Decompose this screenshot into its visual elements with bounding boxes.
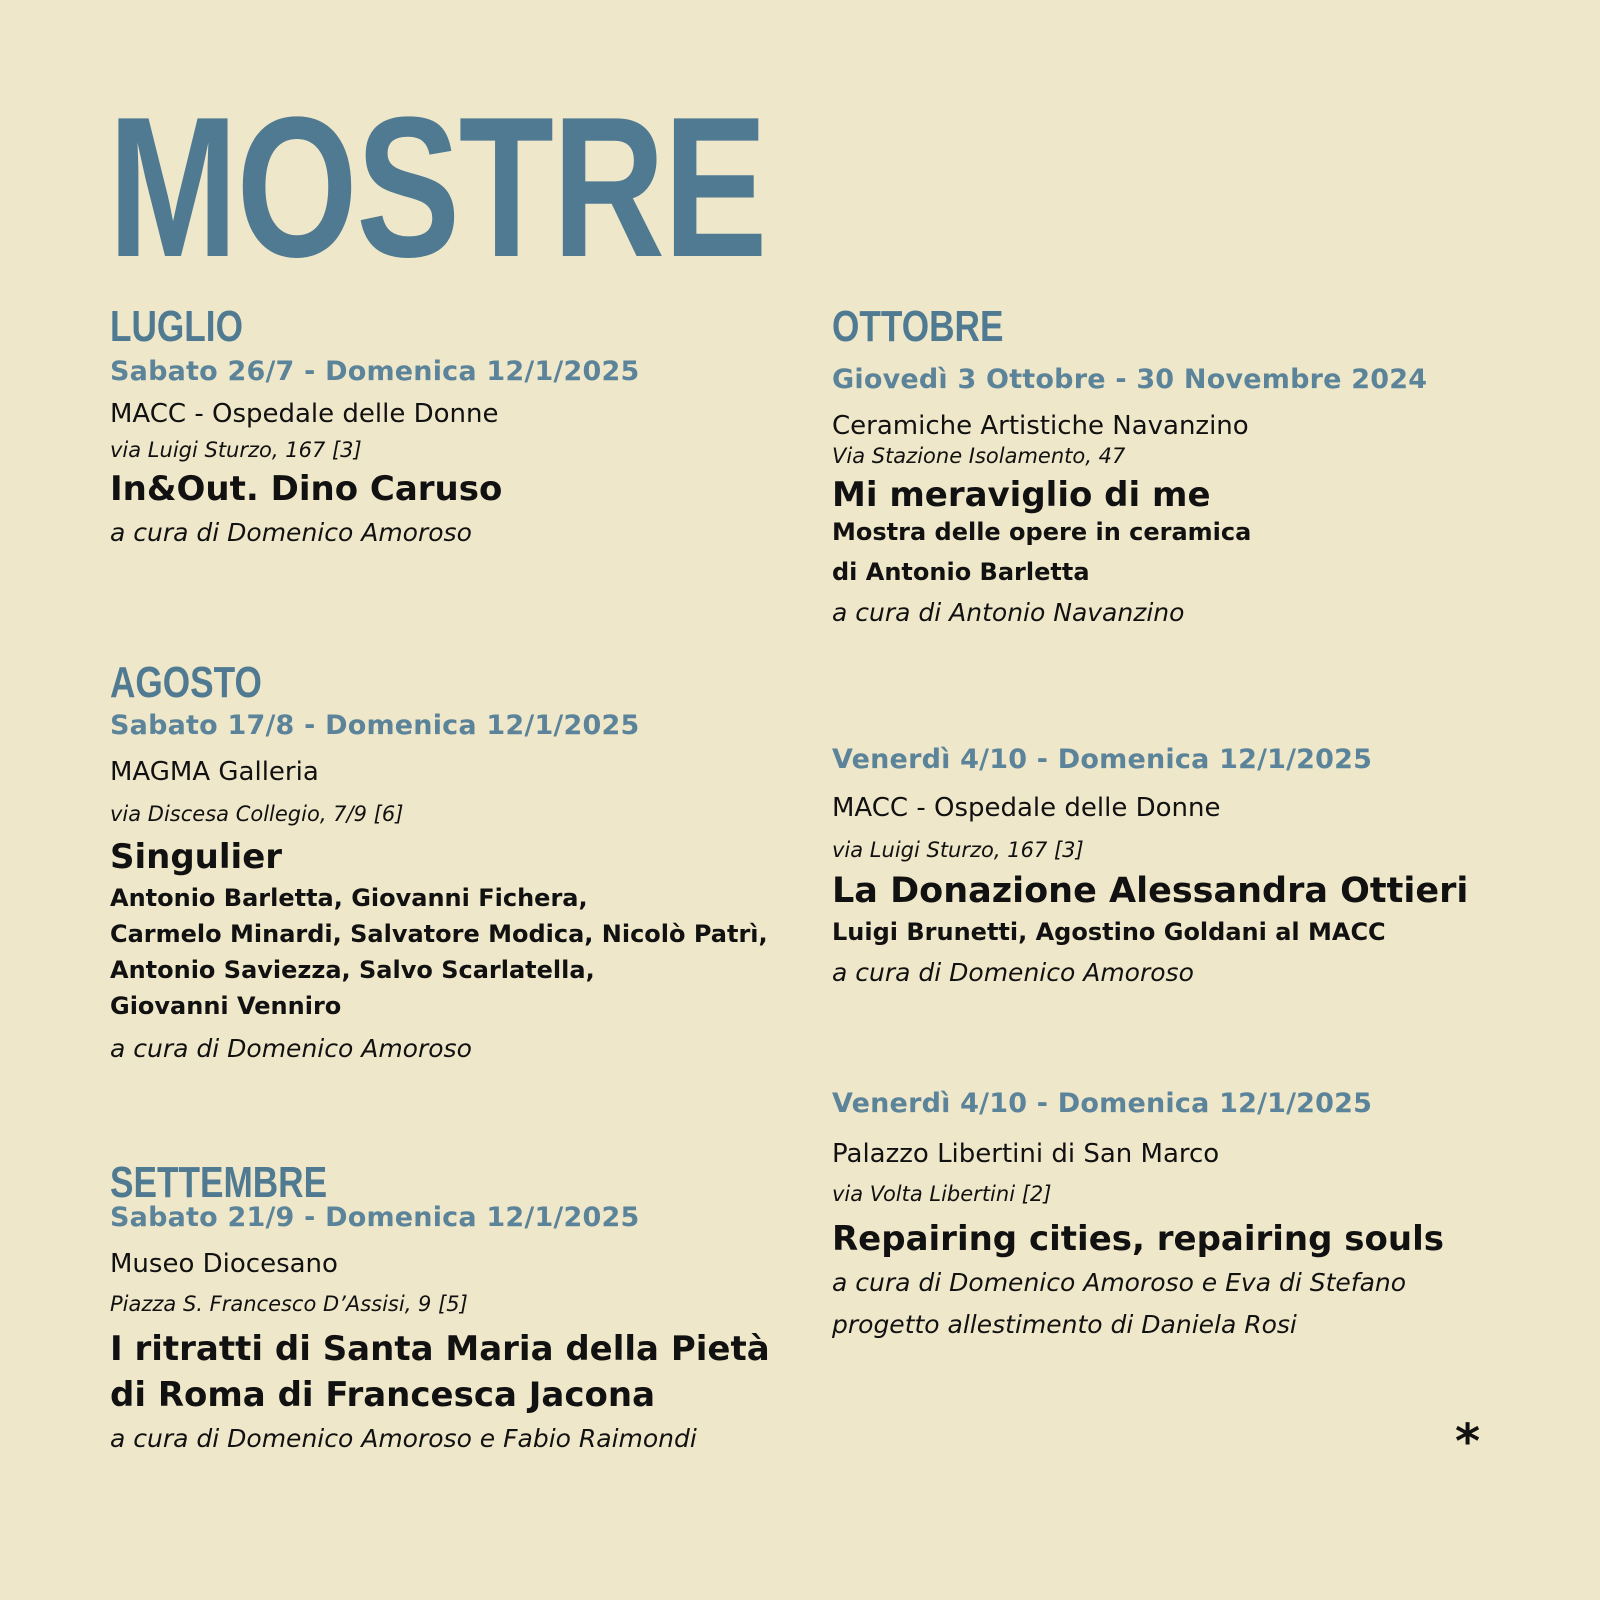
event-subtitle: Luigi Brunetti, Agostino Goldani al MACC xyxy=(832,918,1386,946)
event-dates: Sabato 17/8 - Domenica 12/1/2025 xyxy=(110,710,640,741)
event-artists: Carmelo Minardi, Salvatore Modica, Nicolò Patrì, xyxy=(110,920,768,948)
event-curator: progetto allestimento di Daniela Rosi xyxy=(832,1310,1297,1339)
event-curator: a cura di Domenico Amoroso xyxy=(832,958,1194,987)
event-block xyxy=(832,742,1532,994)
asterisk-mark: * xyxy=(1455,1414,1481,1470)
event-address: Via Stazione Isolamento, 47 xyxy=(832,444,1126,468)
event-artists: Giovanni Vennirо xyxy=(110,992,342,1020)
event-artists: Antonio Barletta, Giovanni Fichera, xyxy=(110,884,588,912)
event-curator: a cura di Antonio Navanzino xyxy=(832,598,1185,627)
event-venue: MACC - Ospedale delle Donne xyxy=(832,793,1221,823)
event-dates: Venerdì 4/10 - Domenica 12/1/2025 xyxy=(832,744,1373,775)
event-title: di Roma di Francesca Jacona xyxy=(110,1375,656,1415)
event-address: via Luigi Sturzo, 167 [3] xyxy=(832,838,1084,862)
event-dates: Sabato 21/9 - Domenica 12/1/2025 xyxy=(110,1202,640,1233)
event-title: In&Out. Dino Caruso xyxy=(110,469,503,509)
event-title: La Donazione Alessandra Ottieri xyxy=(832,871,1469,911)
event-title: Mi meraviglio di me xyxy=(832,475,1211,515)
month-heading: SETTEMBRE xyxy=(110,1158,328,1207)
event-block xyxy=(110,1160,810,1460)
event-address: via Volta Libertini [2] xyxy=(832,1182,1052,1206)
event-venue: Museo Diocesano xyxy=(110,1249,338,1279)
event-subtitle: di Antonio Barletta xyxy=(832,558,1090,586)
event-address: Piazza S. Francesco D’Assisi, 9 [5] xyxy=(110,1292,468,1316)
event-dates: Venerdì 4/10 - Domenica 12/1/2025 xyxy=(832,1088,1373,1119)
month-heading: LUGLIO xyxy=(110,302,243,351)
event-block xyxy=(832,1086,1532,1346)
event-curator: a cura di Domenico Amoroso xyxy=(110,518,472,547)
event-artists: Antonio Saviezza, Salvo Scarlatella, xyxy=(110,956,595,984)
event-dates: Sabato 26/7 - Domenica 12/1/2025 xyxy=(110,356,640,387)
month-heading: AGOSTO xyxy=(110,658,262,707)
event-address: via Luigi Sturzo, 167 [3] xyxy=(110,438,362,462)
event-title: Singulier xyxy=(110,837,283,877)
event-title: I ritratti di Santa Maria della Pietà xyxy=(110,1329,770,1369)
event-curator: a cura di Domenico Amoroso e Fabio Raimondi xyxy=(110,1424,697,1453)
event-curator: a cura di Domenico Amoroso e Eva di Stefano xyxy=(832,1268,1407,1297)
event-address: via Discesa Collegio, 7/9 [6] xyxy=(110,802,404,826)
event-venue: Palazzo Libertini di San Marco xyxy=(832,1139,1220,1169)
event-curator: a cura di Domenico Amoroso xyxy=(110,1034,472,1063)
event-block xyxy=(110,660,810,1070)
event-venue: MACC - Ospedale delle Donne xyxy=(110,399,499,429)
event-venue: MAGMA Galleria xyxy=(110,757,319,787)
page-title: MOSTRE xyxy=(108,76,766,299)
event-dates: Giovedì 3 Ottobre - 30 Novembre 2024 xyxy=(832,364,1428,395)
event-block xyxy=(110,304,810,554)
event-subtitle: Mostra delle opere in ceramica xyxy=(832,518,1252,546)
event-venue: Ceramiche Artistiche Navanzino xyxy=(832,411,1249,441)
event-block xyxy=(832,304,1532,634)
month-heading: OTTOBRE xyxy=(832,302,1004,351)
event-title: Repairing cities, repairing souls xyxy=(832,1219,1444,1259)
